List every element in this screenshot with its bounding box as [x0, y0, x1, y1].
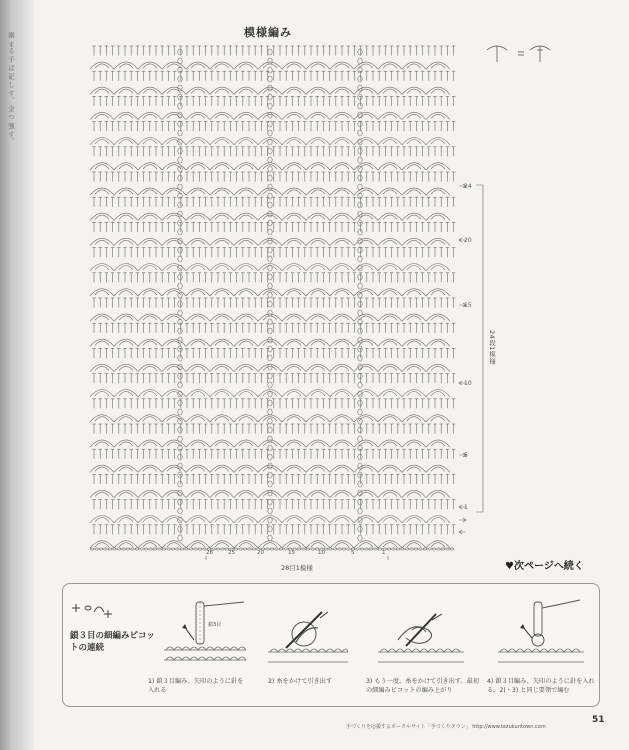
picot-symbol-icon — [68, 600, 118, 630]
stitch-repeat-bracket — [206, 556, 388, 560]
page-number: 51 — [592, 715, 605, 725]
step-4-caption: 4) 鎖３目編み、矢印のように針を入れる。2)・3) と同じ要領で編む — [487, 678, 595, 694]
footer-website: 手づくりを応援するポータルサイト「手づくりタウン」 http://www.tezukuritown.com — [346, 724, 546, 730]
row-label: 15 — [464, 302, 472, 309]
continue-next-page: ♥次ページへ続く — [505, 561, 584, 572]
chart-stitch-marks — [90, 46, 455, 550]
column-label: 1 — [382, 550, 386, 556]
column-label: 15 — [288, 550, 295, 556]
svg-text:鎖3目: 鎖3目 — [208, 622, 222, 628]
instruction-title: 鎖３目の細編みピコットの連続 — [70, 631, 155, 653]
row-label: 20 — [464, 237, 472, 244]
column-label: 28 — [206, 550, 213, 556]
step-3-caption: 3) もう一度、糸をかけて引き出す。最初の細編みピコットの編み上がり — [366, 678, 480, 694]
step-2-caption: 2) 糸をかけて引き出す — [268, 678, 333, 685]
column-label: 5 — [351, 550, 355, 556]
row-label: 5 — [464, 452, 468, 459]
stitch-repeat-label: 28目1模様 — [281, 564, 313, 572]
chart-title: 模様編み — [244, 26, 292, 39]
step-2-illustration — [266, 608, 350, 672]
facing-page-text: 園 まる 手 ば 記 し す。 金 つ 強 す。 — [7, 32, 15, 144]
step-1-illustration — [160, 596, 250, 672]
row-label: 1 — [464, 504, 468, 511]
pattern-repeat-bracket — [476, 185, 483, 512]
column-label: 10 — [318, 550, 325, 556]
row-direction-arrow — [459, 530, 466, 534]
pattern-repeat-label: 24段1模様 — [488, 330, 496, 365]
column-label: 25 — [228, 550, 235, 556]
row-label: 10 — [464, 380, 472, 387]
step-4-illustration — [496, 596, 586, 672]
row-label: 24 — [464, 183, 472, 190]
column-label: 20 — [257, 550, 264, 556]
step-1-caption: 1) 鎖３目編み、矢印のように針を入れる — [148, 678, 244, 694]
row-direction-arrow — [459, 518, 466, 522]
step-3-illustration — [376, 606, 466, 672]
